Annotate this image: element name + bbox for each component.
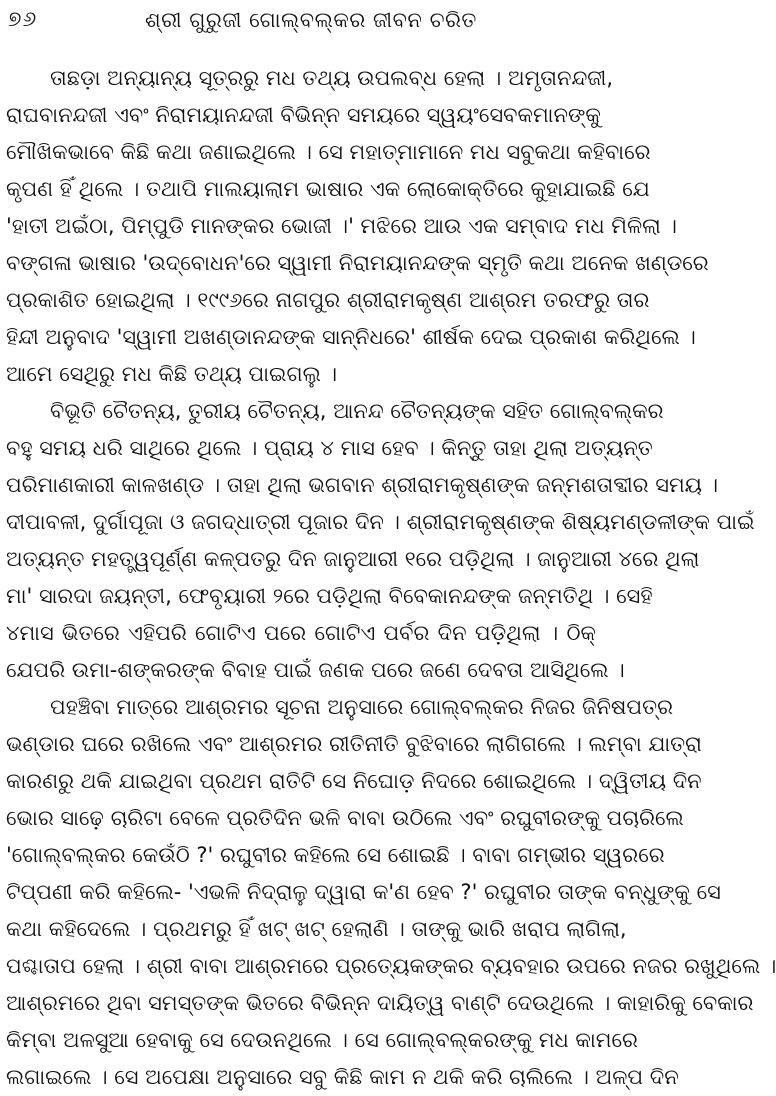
paragraph-3-line-10: କିମ୍ବା ଅଳସୁଆ ହେବାକୁ ସେ ଦେଉନଥିଲେ । ସେ ଗୋଲ୍‌ବଲ୍‌କରଙ୍କୁ ମଧ କାମରେ (6, 1028, 638, 1052)
paragraph-2-line-6: ମା' ସାରଦା ଜୟନ୍ତୀ, ଫେବୃୟାରୀ ୨ରେ ପଡ଼ିଥିଲା ବିବେକାନନ୍ଦଙ୍କ ଜନ୍ମତିଥି । ସେହି (6, 584, 653, 608)
paragraph-1-line-3: ମୌଖିକଭାବେ କିଛି କଥା ଜଣାଇଥିଲେ । ସେ ମହାତ୍ମାମାନେ ମଧ ସବୁକଥା କହିବାରେ (6, 140, 651, 164)
paragraph-2-line-2: ବହୁ ସମୟ ଧରି ସାଥିରେ ଥିଲେ । ପ୍ରାୟ ୪ ମାସ ହେବ । କିନ୍ତୁ ତାହା ଥିଲା ଅତ୍ୟନ୍ତ (6, 436, 653, 460)
paragraph-3-line-4: ଭୋର ସାଢ଼େ ଚାରିଟା ବେଳେ ପ୍ରତିଦିନ ଭଳି ବାବା ଉଠିଲେ ଏବଂ ରଘୁବୀରଙ୍କୁ ପଚାରିଲେ (6, 806, 684, 830)
paragraph-1-line-1: ତାଛଡ଼ା ଅନ୍ୟାନ୍ୟ ସୂତ୍ରରୁ ମଧ ତଥ୍ୟ ଉପଲବ୍ଧ ହେଲା । ଅମୃତାନନ୍ଦଜୀ, (50, 66, 614, 90)
paragraph-3-line-2: ଭଣ୍ଡାର ଘରେ ରଖିଲେ ଏବଂ ଆଶ୍ରମର ରୀତିନୀତି ବୁଝିବାରେ ଲାଗିଗଲେ । ଲମ୍ବା ଯାତ୍ରା (6, 732, 702, 756)
page-header (0, 0, 600, 40)
paragraph-1-line-6: ବଙ୍ଗଳା ଭାଷାର 'ଉଦ୍‌ବୋଧନ'ରେ ସ୍ୱାମୀ ନିରାମୟାନନ୍ଦଙ୍କ ସ୍ମୃତି କଥା ଅନେକ ଖଣ୍ଡରେ (6, 251, 709, 275)
paragraph-3-line-6: ଟିପ୍ପଣୀ କରି କହିଲେ- 'ଏଭଳି ନିଦ୍ରାଳୁ ଦ୍ୱାରା କ'ଣ ହେବ ?' ରଘୁବୀର ତାଙ୍କ ବନ୍ଧୁଙ୍କୁ ସେ (6, 880, 721, 904)
paragraph-2-line-4: ଦୀପାବଳୀ, ଦୁର୍ଗାପୂଜା ଓ ଜଗଦ୍ଧାତ୍ରୀ ପୂଜାର ଦିନ । ଶ୍ରୀରାମକୃଷ୍ଣଙ୍କ ଶିଷ୍ୟମଣ୍ଡଳୀଙ୍କ ପାଇଁ (6, 510, 755, 534)
page-number: ୭୬ (8, 7, 38, 32)
paragraph-1-line-2: ରାଘବାନନ୍ଦଜୀ ଏବଂ ନିରାମୟାନନ୍ଦଜୀ ବିଭିନ୍ନ ସମୟରେ ସ୍ୱୟଂସେବକମାନଙ୍କୁ (6, 103, 601, 127)
paragraph-2-line-1: ବିଭୂତି ଚୈତନ୍ୟ, ତୁରୀୟ ଚୈତନ୍ୟ, ଆନନ୍ଦ ଚୈତନ୍ୟଙ୍କ ସହିତ ଗୋଲ୍‌ବଲ୍‌କର (50, 399, 664, 423)
paragraph-3-line-7: କଥା କହିଦେଲେ । ପ୍ରଥମରୁ ହିଁ ଖଟ୍ ଖଟ୍ ହେଲାଣି । ତାଙ୍କୁ ଭାରି ଖରାପ ଲାଗିଲା, (6, 917, 627, 941)
paragraph-3-line-3: କାରଣରୁ ଥକି ଯାଇଥିବା ପ୍ରଥମ ରାତିଟି ସେ ନିଘୋଡ଼ ନିଦରେ ଶୋଇଥିଲେ । ଦ୍ୱିତୀୟ ଦିନ (6, 769, 702, 793)
paragraph-2-line-7: ୪ମାସ ଭିତରେ ଏହିପରି ଗୋଟିଏ ପରେ ଗୋଟିଏ ପର୍ବର ଦିନ ପଡ଼ିଥିଲା । ଠିକ୍ (6, 621, 596, 645)
paragraph-1-line-4: କୃପଣ ହିଁ ଥିଲେ । ତଥାପି ମାଲୟାଲାମ ଭାଷାର ଏକ ଲୋକୋକ୍ତିରେ କୁହାଯାଇଛି ଯେ (6, 177, 650, 201)
running-title: ଶ୍ରୀ ଗୁରୁଜୀ ଗୋଲ୍‌ବଲ୍‌କର ଜୀବନ ଚରିତ (145, 8, 477, 32)
paragraph-3-line-8: ପଶ୍ଚାତାପ ହେଲା । ଶ୍ରୀ ବାବା ଆଶ୍ରମରେ ପ୍ରତ୍ୟେକଙ୍କର ବ୍ୟବହାର ଉପରେ ନଜର ରଖୁଥିଲେ । (6, 954, 776, 978)
paragraph-1-line-9: ଆମେ ସେଥିରୁ ମଧ କିଛି ତଥ୍ୟ ପାଇଗଲୁ । (6, 362, 338, 386)
paragraph-3-line-1: ପହଞ୍ଚିବା ମାତ୍ରେ ଆଶ୍ରମର ସୂଚନା ଅନୁସାରେ ଗୋଲ୍‌ବଲ୍‌କର ନିଜର ଜିନିଷପତ୍ର (50, 695, 674, 719)
body-text (6, 60, 776, 1089)
paragraph-2-line-5: ଅତ୍ୟନ୍ତ ମହତ୍ତ୍ୱପୂର୍ଣ୍ଣ କଳ୍ପତରୁ ଦିନ ଜାନୁଆରୀ ୧ରେ ପଡ଼ିଥିଲା । ଜାନୁଆରୀ ୪ରେ ଥିଲା (6, 547, 700, 571)
paragraph-2-line-8: ଯେପରି ଉମା-ଶଙ୍କରଙ୍କ ବିବାହ ପାଇଁ ଜଣକ ପରେ ଜଣେ ଦେବତା ଆସିଥିଲେ । (6, 658, 625, 682)
paragraph-1-line-8: ହିନ୍ଦୀ ଅନୁବାଦ 'ସ୍ୱାମୀ ଅଖଣ୍ଡାନନ୍ଦଙ୍କ ସାନ୍ନିଧରେ' ଶୀର୍ଷକ ଦେଇ ପ୍ରକାଶ କରିଥିଲେ । (6, 325, 696, 349)
paragraph-3-line-5: 'ଗୋଲ୍‌ବଲ୍‌କର କେଉଁଠି ?' ରଘୁବୀର କହିଲେ ସେ ଶୋଇଛି । ବାବା ଗମ୍ଭୀର ସ୍ୱରରେ (6, 843, 665, 867)
paragraph-3-line-9: ଆଶ୍ରମରେ ଥିବା ସମସ୍ତଙ୍କ ଭିତରେ ବିଭିନ୍ନ ଦାୟିତ୍ୱ ବାଣ୍ଟି ଦେଉଥିଲେ । କାହାରିକୁ ବେକାର (6, 991, 754, 1015)
paragraph-1-line-5: 'ହାତୀ ଅଇଁଠା, ପିମ୍ପୁଡି ମାନଙ୍କର ଭୋଜୀ ।' ମଝିରେ ଆଉ ଏକ ସମ୍ବାଦ ମଧ ମିଳିଲା । (6, 214, 677, 238)
paragraph-1-line-7: ପ୍ରକାଶିତ ହୋଇଥିଲା । ୧୯୯୬ରେ ନାଗପୁର ଶ୍ରୀରାମକୃଷ୍ଣ ଆଶ୍ରମ ତରଫରୁ ତାର (6, 288, 650, 312)
paragraph-2-line-3: ପରିମାଣକାରୀ କାଳଖଣ୍ଡ । ତାହା ଥିଲା ଭଗବାନ ଶ୍ରୀରାମକୃଷ୍ଣଙ୍କ ଜନ୍ମଶତାବ୍ଦୀର ସମୟ । (6, 473, 719, 497)
paragraph-3-line-11: ଲଗାଇଲେ । ସେ ଅପେକ୍ଷା ଅନୁସାରେ ସବୁ କିଛି କାମ ନ ଥକି କରି ଚାଲିଲେ । ଅଳ୍ପ ଦିନ (6, 1065, 679, 1089)
